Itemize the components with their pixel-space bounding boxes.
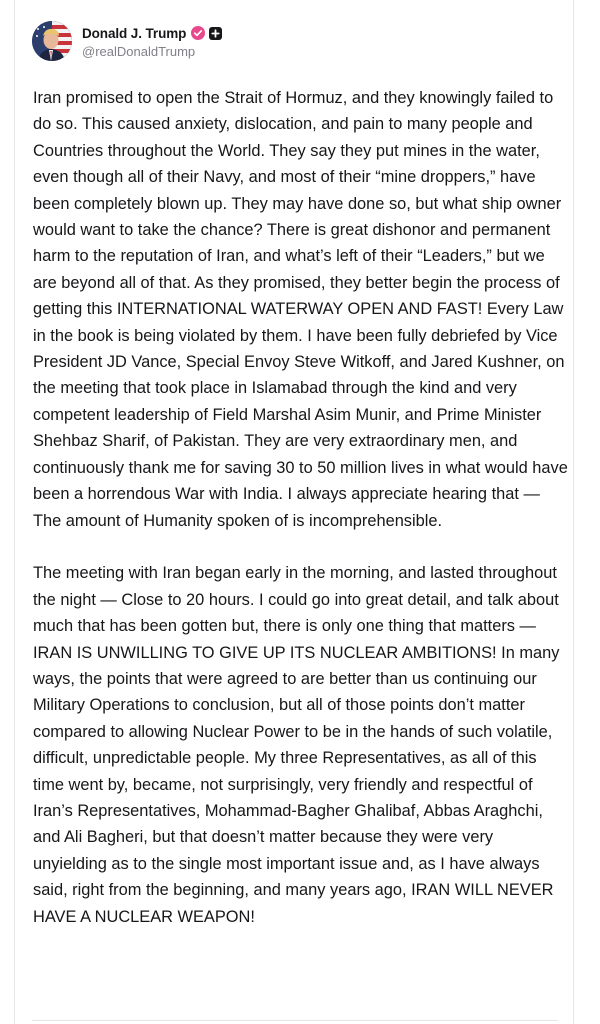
author-info bbox=[82, 23, 222, 59]
user-avatar[interactable] bbox=[32, 21, 72, 61]
author-handle[interactable]: @realDonaldTrump bbox=[82, 44, 196, 59]
post-header bbox=[32, 20, 222, 62]
divider bbox=[32, 1020, 558, 1021]
avatar-image bbox=[32, 21, 72, 61]
author-display-name[interactable]: Donald J. Trump bbox=[82, 25, 187, 41]
author-name-row bbox=[82, 23, 222, 43]
post-paragraph-1: Iran promised to open the Strait of Hormuz, and they knowingly failed to do so. This caused anxiety, dislocation, and pain to many people and Countries throughout the World. They say they put mines in the water, even though all of their Navy, and most of their “mine droppers,” have been completely blown up. They may have done so, but what ship owner would want to take the chance? There is great dishonor and permanent harm to the reputation of Iran, and what’s left of their “Leaders,” but we are beyond all of that. As they promised, they better begin the process of getting this INTERNATIONAL WATERWAY OPEN AND FAST! Every Law in the book is being violated by them. I have been fully debriefed by Vice President JD Vance, Special Envoy Steve Witkoff, and Jared Kushner, on the meeting that took place in Islamabad through the kind and very competent leadership of Field Marshal Asim Munir, and Prime Minister Shehbaz Sharif, of Pakistan. They are very extraordinary men, and continuously thank me for saving 30 to 50 million lives in what would have been a horrendous War with India. I always appreciate hearing that — The amount of Humanity spoken of is incomprehensible. bbox=[33, 89, 568, 530]
plus-square-icon bbox=[209, 27, 222, 40]
verified-check-icon bbox=[191, 26, 205, 40]
post-text bbox=[33, 85, 568, 930]
post-paragraph-2: The meeting with Iran began early in the morning, and lasted throughout the night — Close to 20 hours. I could go into great detail, and talk about much that has been gotten but, there is only one thing that matters — IRAN IS UNWILLING TO GIVE UP ITS NUCLEAR AMBITIONS! In many ways, the points that were agreed to are better than us continuing our Military Operations to conclusion, but all of those points don’t matter compared to allowing Nuclear Power to be in the hands of such volatile, difficult, unpredictable people. My three Representatives, as all of this time went by, became, not surprisingly, very friendly and respectful of Iran’s Representatives, Mohammad-Bagher Ghalibaf, Abbas Araghchi, and Ali Bagheri, but that doesn’t matter because they were very unyielding as to the single most important issue and, as I have always said, right from the beginning, and many years ago, IRAN WILL NEVER HAVE A NUCLEAR WEAPON! bbox=[33, 564, 560, 926]
